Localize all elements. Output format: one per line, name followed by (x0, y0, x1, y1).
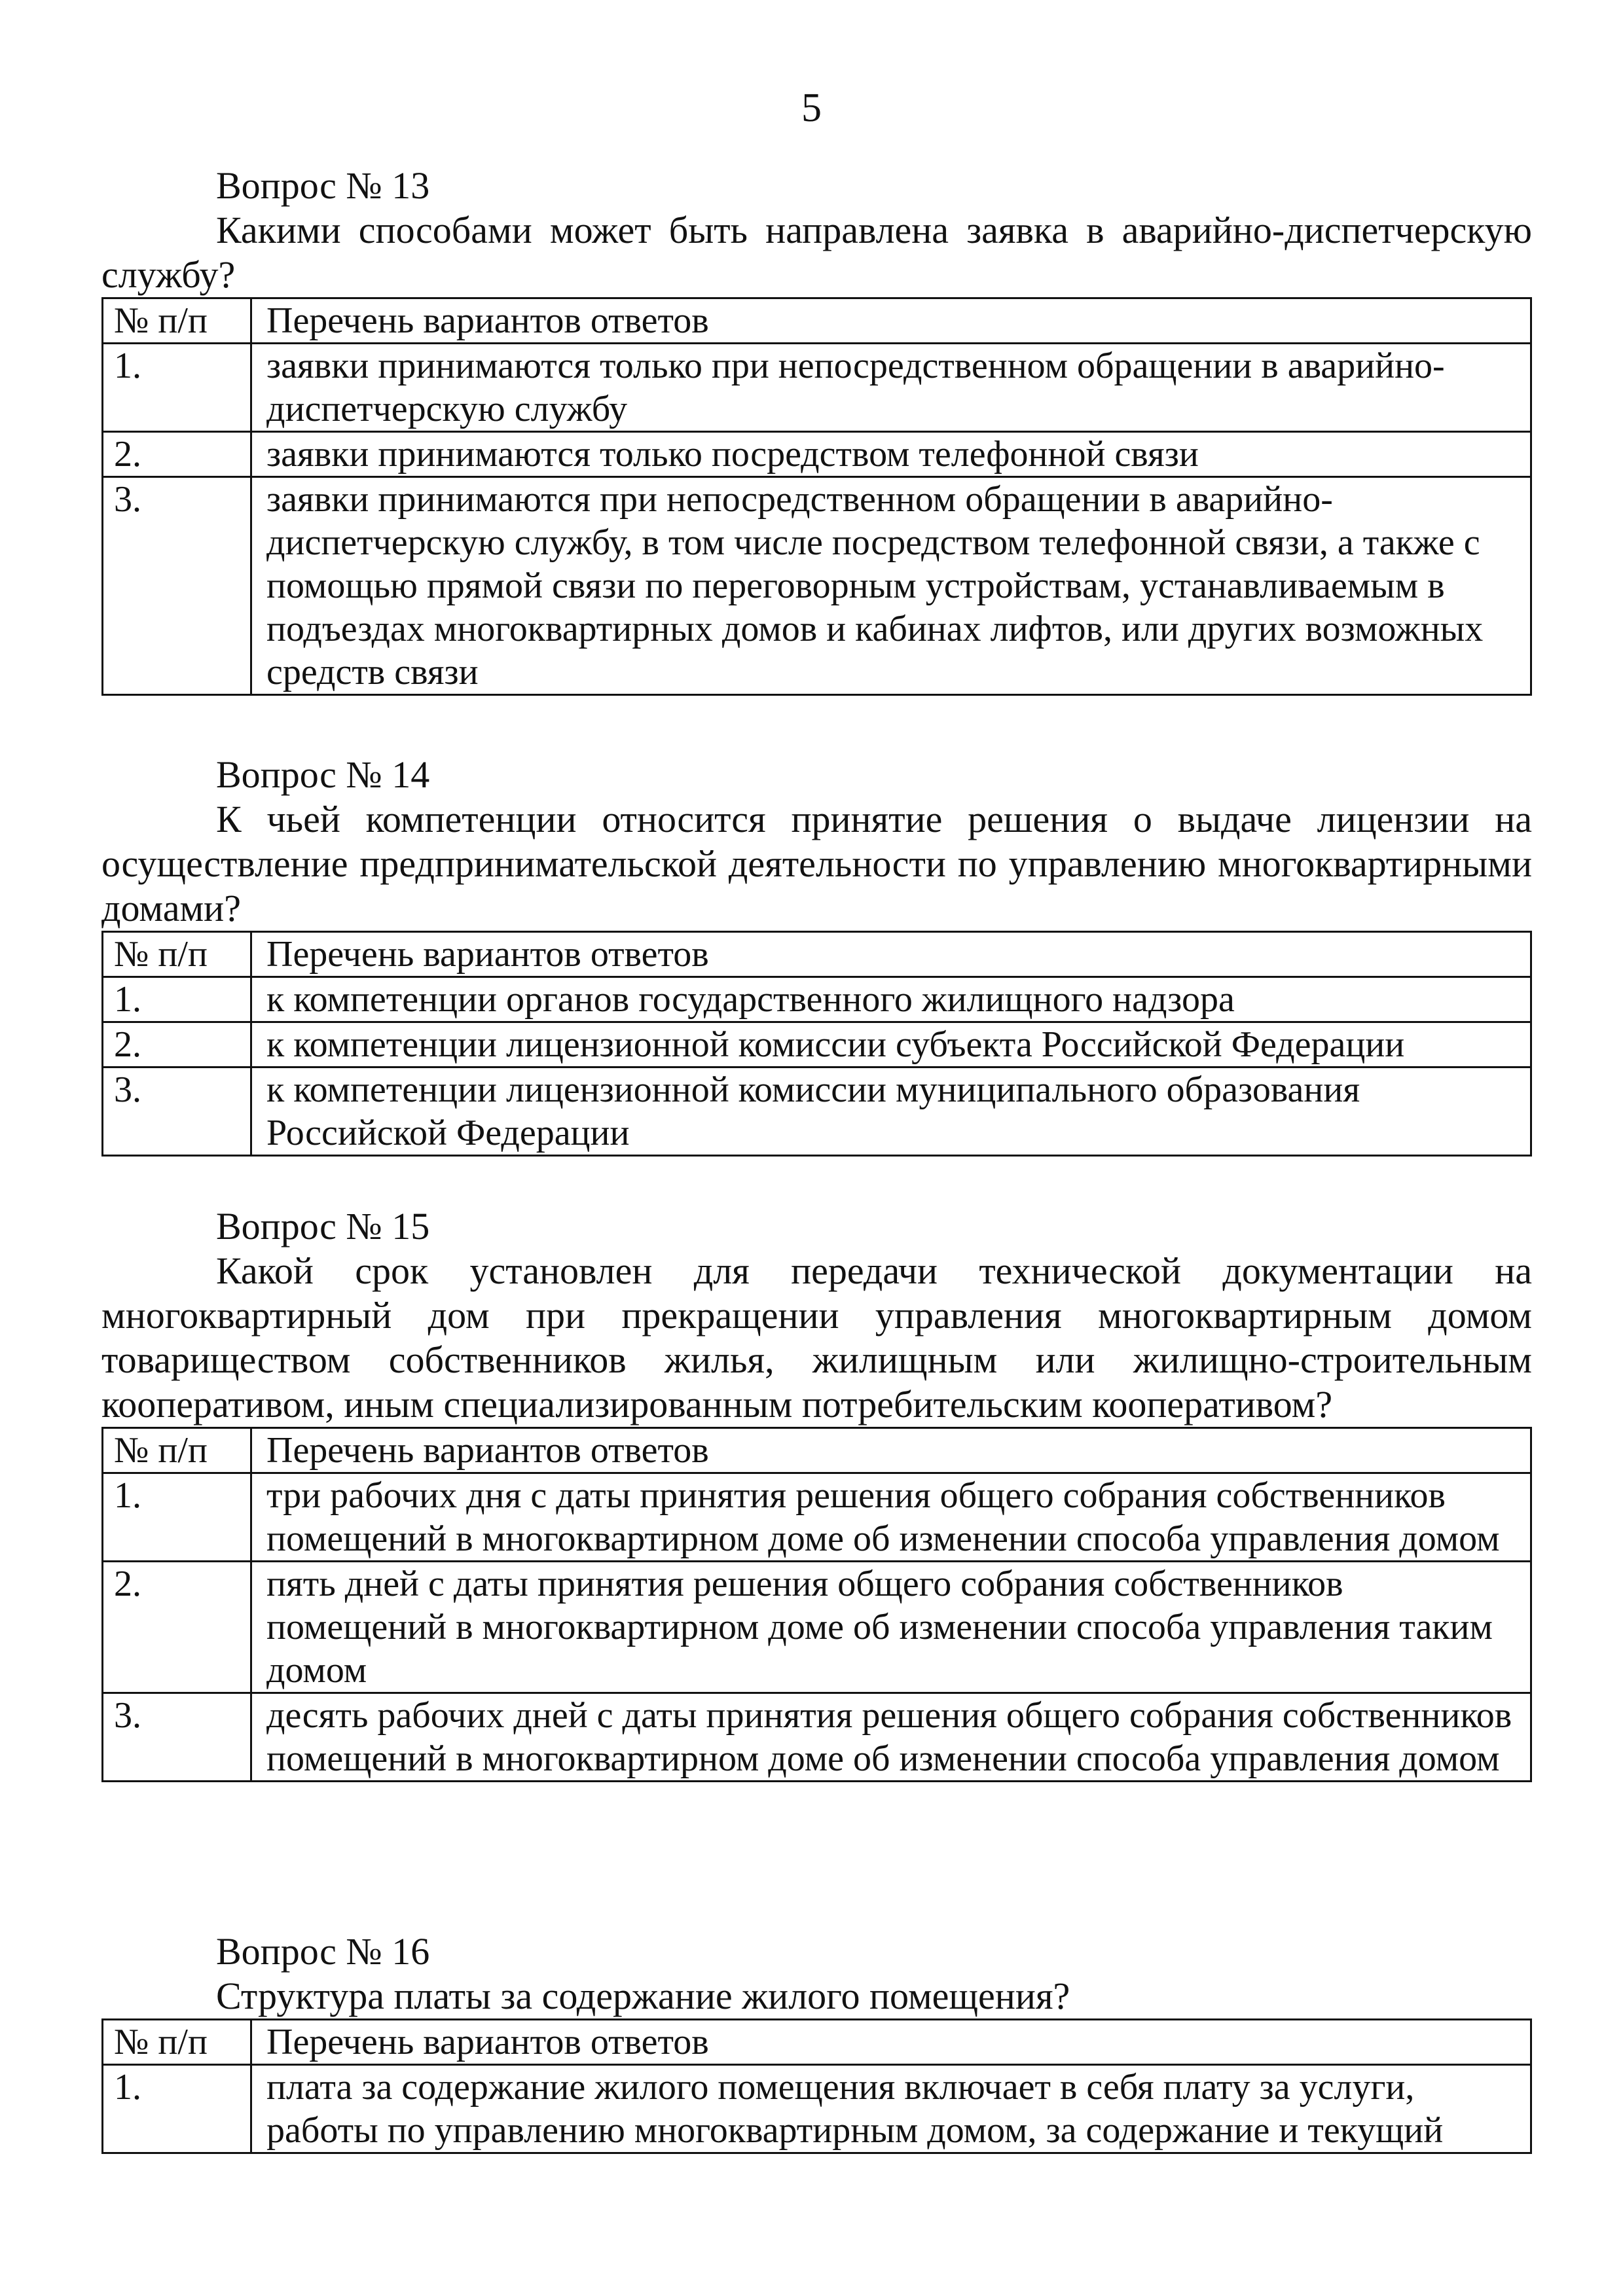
table-row (103, 2065, 1531, 2153)
table-row (103, 344, 1531, 432)
answers-table (101, 931, 1532, 1157)
answer-text: к компетенции лицензионной комиссии муниципального образования Российской Федерации (251, 1067, 1531, 1156)
answer-num: 2. (103, 1022, 251, 1067)
table-row (103, 477, 1531, 695)
table-header-row (103, 2020, 1531, 2065)
answer-num: 3. (103, 1693, 251, 1782)
header-num: № п/п (103, 1428, 251, 1473)
question-label: Вопрос № 14 (216, 753, 430, 796)
answer-text: заявки принимаются при непосредственном обращении в аварийно-диспетчерскую службу, в том числе посредством телефонной связи, а также с помощью прямой связи по переговорным устройствам, устанавливаемым в подъездах многоквартирных домов и кабинах лифтов, или других возможных средств связи (251, 477, 1531, 695)
header-text: Перечень вариантов ответов (251, 932, 1531, 977)
header-text: Перечень вариантов ответов (251, 1428, 1531, 1473)
question-13 (101, 164, 1532, 696)
answer-text: пять дней с даты принятия решения общего собрания собственников помещений в многоквартирном доме об изменении способа управления таким домом (251, 1562, 1531, 1693)
header-num: № п/п (103, 2020, 251, 2065)
question-text: Какими способами может быть направлена заявка в аварийно-диспетчерскую службу? (101, 209, 1532, 296)
question-label: Вопрос № 16 (216, 1930, 430, 1973)
question-label: Вопрос № 15 (216, 1205, 430, 1247)
answers-table (101, 1427, 1532, 1782)
answer-text: заявки принимаются только посредством телефонной связи (251, 432, 1531, 477)
question-15 (101, 1204, 1532, 1782)
answer-text: к компетенции органов государственного жилищного надзора (251, 977, 1531, 1022)
question-text: К чьей компетенции относится принятие решения о выдаче лицензии на осуществление предпринимательской деятельности по управлению многоквартирными домами? (101, 798, 1532, 929)
table-row (103, 1693, 1531, 1782)
header-text: Перечень вариантов ответов (251, 2020, 1531, 2065)
answer-num: 1. (103, 344, 251, 432)
header-text: Перечень вариантов ответов (251, 298, 1531, 344)
answers-table (101, 2018, 1532, 2154)
table-row (103, 977, 1531, 1022)
question-14 (101, 753, 1532, 1157)
answer-num: 1. (103, 1473, 251, 1562)
answer-text: десять рабочих дней с даты принятия решения общего собрания собственников помещений в многоквартирном доме об изменении способа управления домом (251, 1693, 1531, 1782)
answers-table (101, 297, 1532, 696)
table-row (103, 1562, 1531, 1693)
answer-num: 3. (103, 477, 251, 695)
header-num: № п/п (103, 298, 251, 344)
table-header-row (103, 1428, 1531, 1473)
question-text: Какой срок установлен для передачи технической документации на многоквартирный дом при прекращении управления многоквартирным домом товариществом собственников жилья, жилищным или жилищно-строительным кооперативом, иным специализированным потребительским кооперативом? (101, 1249, 1532, 1426)
table-header-row (103, 932, 1531, 977)
header-num: № п/п (103, 932, 251, 977)
answer-text: плата за содержание жилого помещения включает в себя плату за услуги, работы по управлению многоквартирным домом, за содержание и текущий (251, 2065, 1531, 2153)
answer-num: 1. (103, 2065, 251, 2153)
answer-num: 2. (103, 1562, 251, 1693)
table-row (103, 1067, 1531, 1156)
answer-num: 1. (103, 977, 251, 1022)
table-row (103, 1473, 1531, 1562)
answer-text: к компетенции лицензионной комиссии субъекта Российской Федерации (251, 1022, 1531, 1067)
question-text: Структура платы за содержание жилого помещения? (216, 1975, 1070, 2017)
answer-text: заявки принимаются только при непосредственном обращении в аварийно-диспетчерскую службу (251, 344, 1531, 432)
table-header-row (103, 298, 1531, 344)
page-number: 5 (801, 86, 822, 130)
answer-text: три рабочих дня с даты принятия решения общего собрания собственников помещений в многоквартирном доме об изменении способа управления домом (251, 1473, 1531, 1562)
table-row (103, 1022, 1531, 1067)
question-label: Вопрос № 13 (216, 164, 430, 207)
answer-num: 3. (103, 1067, 251, 1156)
table-row (103, 432, 1531, 477)
question-16 (101, 1929, 1532, 2154)
answer-num: 2. (103, 432, 251, 477)
